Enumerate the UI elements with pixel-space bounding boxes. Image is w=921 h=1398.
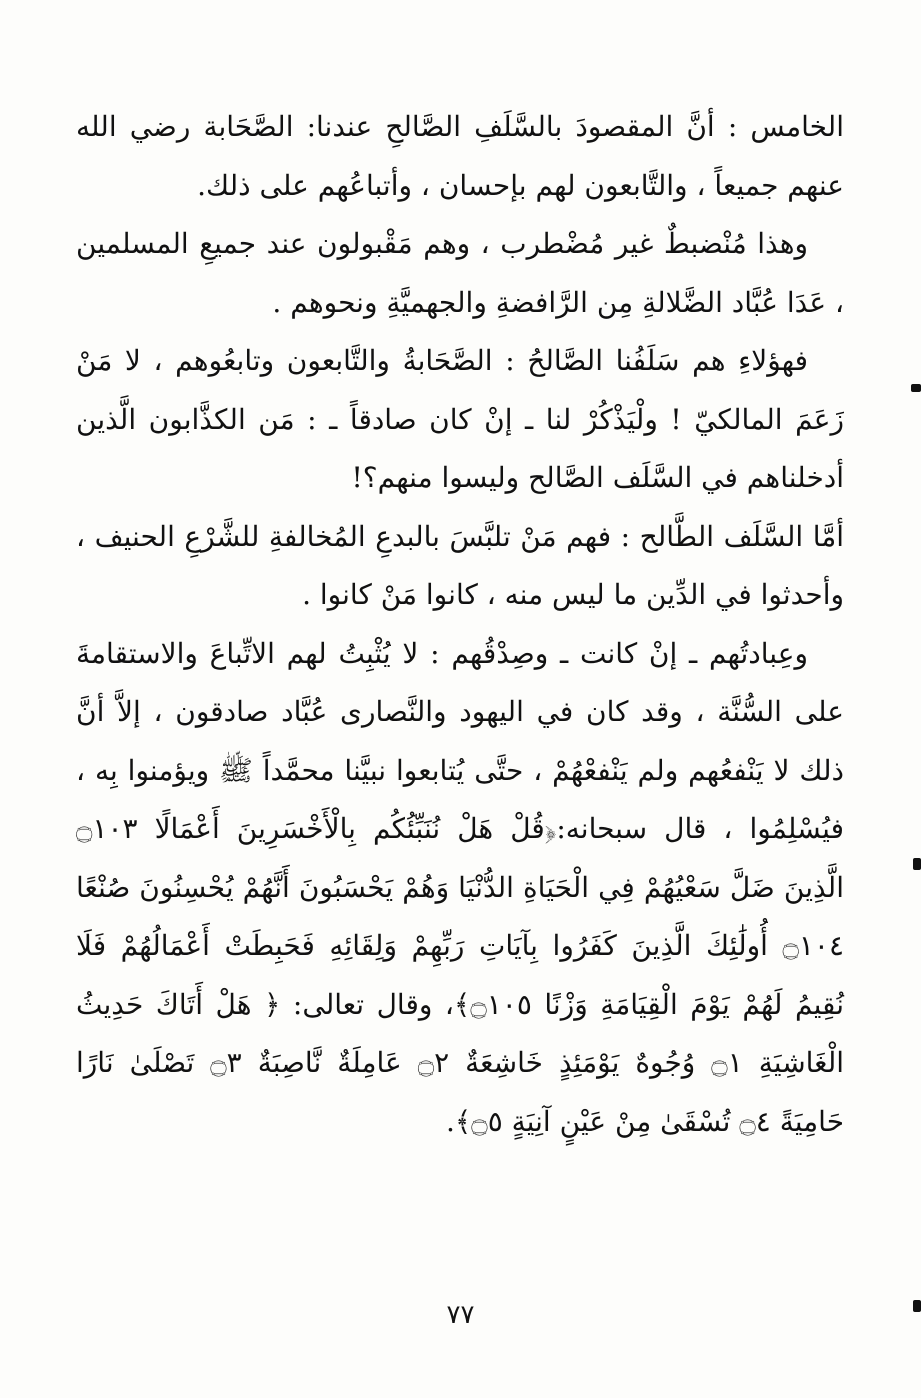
page-body-text <box>76 98 844 1151</box>
paragraph-fifth-point: الخامس : أنَّ المقصودَ بالسَّلَفِ الصَّالحِ عندنا: الصَّحَابة رضي الله عنهم جميعاً ، والتَّابعون لهم بإحسان ، وأتباعُهم على ذلك. <box>76 110 844 202</box>
paragraph-righteous-predecessors: فهؤلاءِ هم سَلَفُنا الصَّالحُ : الصَّحَابةُ والتَّابعون وتابعُوهم ، لا مَنْ زَعَمَ المالكيّ ! ولْيَذْكُرْ لنا ـ إنْ كان صادقاً ـ : مَن الكذَّابون الَّذين أدخلناهم في السَّلَف الصَّالح وليسوا منهم؟! <box>76 344 844 494</box>
page-number: ٧٧ <box>446 1300 475 1330</box>
paragraph-consistent: وهذا مُنْضبطٌ غير مُضْطرب ، وهم مَقْبولون عند جميعِ المسلمين ، عَدَا عُبَّاد الضَّلالةِ مِن الرَّافضةِ والجهميَّةِ ونحوهم . <box>76 227 844 319</box>
scan-edge-mark <box>911 384 921 392</box>
paragraph-corrupt-predecessors: أمَّا السَّلَف الطَّالح : فهم مَنْ تلبَّسَ بالبدعِ المُخالفةِ للشَّرْعِ الحنيف ، وأحدثوا في الدِّين ما ليس منه ، كانوا مَنْ كانوا . <box>76 519 844 611</box>
paragraph-worship-and-quran: وعِبادتُهم ـ إنْ كانت ـ وصِدْقُهم : لا يُثْبِتُ لهم الاتِّباعَ والاستقامةَ على السُّنَّة ، وقد كان في اليهود والنَّصارى عُبَّاد صادقون ، إلاَّ أنَّ ذلك لا يَنْفعُهم ولم يَنْفعْهُمْ ، حتَّى يُتابعوا نبيَّنا محمَّداً ﷺ ويؤمنوا بِه ، فيُسْلِمُوا ، قال سبحانه:﴿قُلْ هَلْ نُنَبِّئُكُم بِالْأَخْسَرِينَ أَعْمَالًا ۝١٠٣ الَّذِينَ ضَلَّ سَعْيُهُمْ فِي الْحَيَاةِ الدُّنْيَا وَهُمْ يَحْسَبُونَ أَنَّهُمْ يُحْسِنُونَ صُنْعًا ۝١٠٤ أُولَٰئِكَ الَّذِينَ كَفَرُوا بِآيَاتِ رَبِّهِمْ وَلِقَائِهِ فَحَبِطَتْ أَعْمَالُهُمْ فَلَا نُقِيمُ لَهُمْ يَوْمَ الْقِيَامَةِ وَزْنًا ۝١٠٥﴾، وقال تعالى: ﴿ هَلْ أَتَاكَ حَدِيثُ الْغَاشِيَةِ ۝١ وُجُوهٌ يَوْمَئِذٍ خَاشِعَةٌ ۝٢ عَامِلَةٌ نَّاصِبَةٌ ۝٣ تَصْلَىٰ نَارًا حَامِيَةً ۝٤ تُسْقَىٰ مِنْ عَيْنٍ آنِيَةٍ ۝٥﴾. <box>76 636 844 1138</box>
scan-edge-mark <box>913 1300 921 1312</box>
scan-edge-mark <box>913 858 921 870</box>
